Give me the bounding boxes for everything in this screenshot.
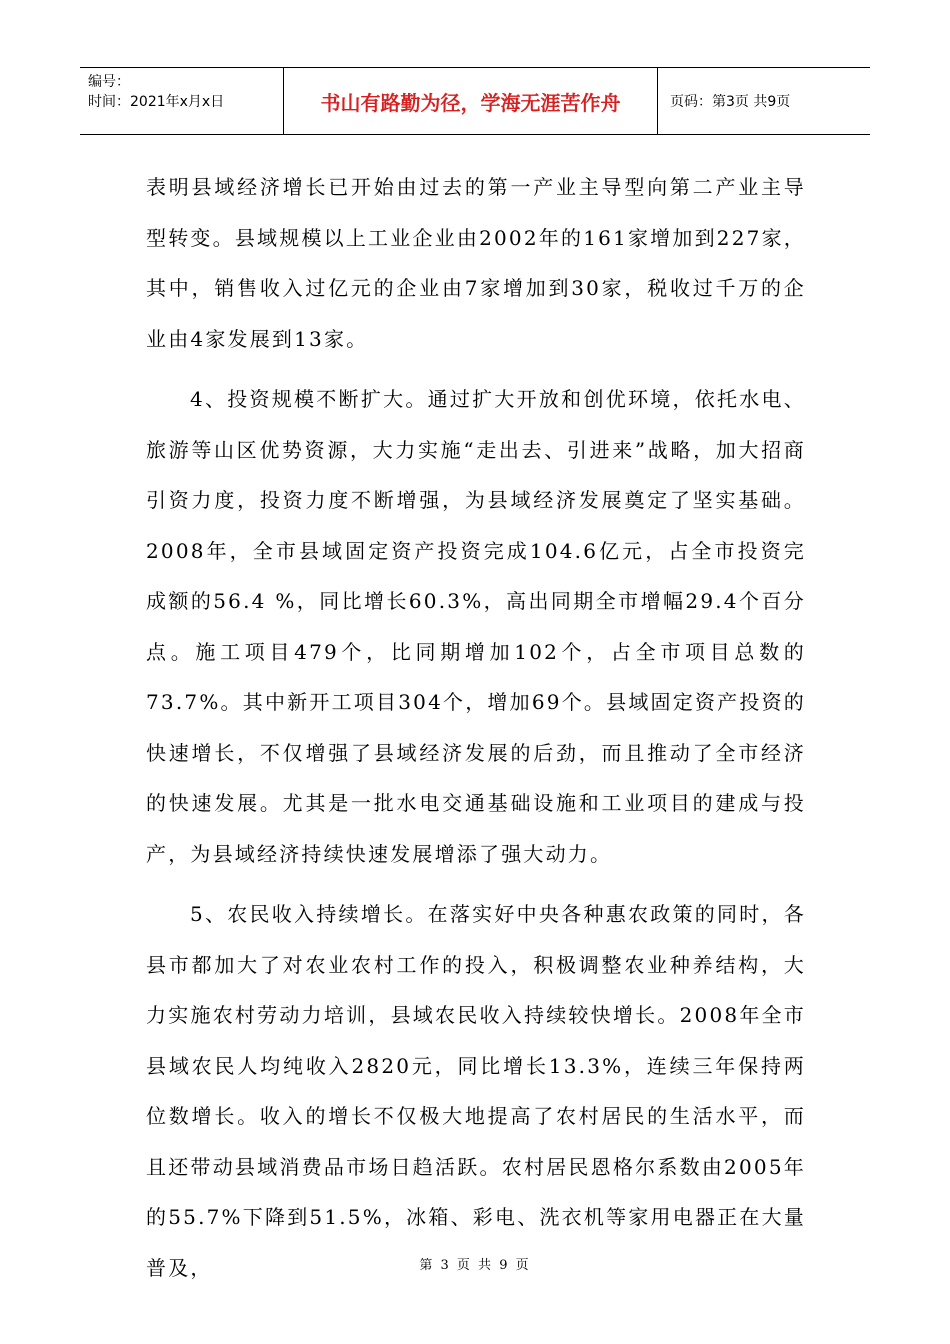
header-motto: 书山有路勤为径，学海无涯苦作舟 <box>284 68 658 134</box>
paragraph-investment: 4、投资规模不断扩大。通过扩大开放和创优环境，依托水电、旅游等山区优势资源，大力实施“走出去、引进来”战略，加大招商引资力度，投资力度不断增强，为县域经济发展奠定了坚实基础。2008年，全市县域固定资产投资完成104.6亿元，占全市投资完成额的56.4 %，同比增长60.3%，高出同期全市增幅29.4个百分点。施工项目479个，比同期增加102个，占全市项目总数的73.7%。其中新开工项目304个，增加69个。县域固定资产投资的快速增长，不仅增强了县域经济发展的后劲，而且推动了全市经济的快速发展。尤其是一批水电交通基础设施和工业项目的建成与投产，为县域经济持续快速发展增添了强大动力。 <box>146 387 806 866</box>
header-page-number: 页码：第3页 共9页 <box>670 94 791 110</box>
header-number: 编号： <box>88 74 130 90</box>
page-footer: 第 3 页 共 9 页 <box>419 1258 531 1273</box>
document-body <box>146 162 806 1293</box>
page-header <box>80 67 870 135</box>
header-time: 时间：2021年x月x日 <box>88 94 225 110</box>
paragraph-continuation: 表明县域经济增长已开始由过去的第一产业主导型向第二产业主导型转变。县域规模以上工业企业由2002年的161家增加到227家，其中，销售收入过亿元的企业由7家增加到30家，税收过千万的企业由4家发展到13家。 <box>146 175 806 351</box>
paragraph-farmer-income: 5、农民收入持续增长。在落实好中央各种惠农政策的同时，各县市都加大了对农业农村工作的投入，积极调整农业种养结构，大力实施农村劳动力培训，县域农民收入持续较快增长。2008年全市县域农民人均纯收入2820元，同比增长13.3%，连续三年保持两位数增长。收入的增长不仅极大地提高了农村居民的生活水平，而且还带动县域消费品市场日趋活跃。农村居民恩格尔系数由2005年的55.7%下降到51.5%，冰箱、彩电、洗衣机等家用电器正在大量普及， <box>146 902 806 1280</box>
header-meta <box>80 68 284 134</box>
